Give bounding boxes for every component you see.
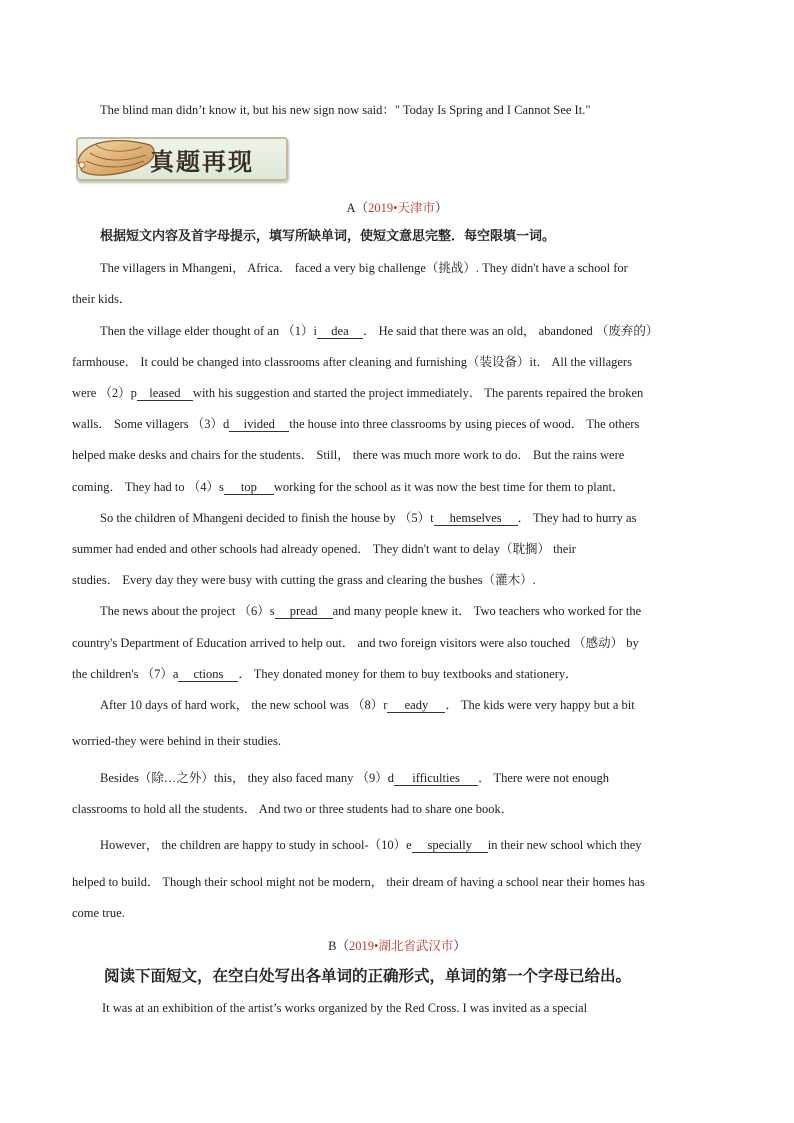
passage-line: farmhouse． It could be changed into classrooms after cleaning and furnishing（装设备）it． All the villagers xyxy=(72,355,632,369)
section-b-instruction: 阅读下面短文，在空白处写出各单词的正确形式，单词的第一个字母已给出。 xyxy=(104,967,632,985)
section-a-instruction: 根据短文内容及首字母提示，填写所缺单词，使短文意思完整．每空限填一词。 xyxy=(100,229,556,244)
passage-line: country's Department of Education arrived to help out． and two foreign visitors were also touched （感动） by xyxy=(72,636,639,650)
section-banner xyxy=(72,131,286,183)
answer-blank-6: pread xyxy=(275,604,333,619)
section-b-line: It was at an exhibition of the artist’s works organized by the Red Cross. I was invited as a special xyxy=(102,1001,588,1015)
answer-blank-9: ifficulties xyxy=(394,771,478,786)
answer-blank-10: specially xyxy=(412,838,488,853)
passage-line: Besides（除…之外）this， they also faced many （9）d ifficulties ． There were not enough xyxy=(100,771,610,785)
section-a-source: 2019•天津市 xyxy=(368,201,435,215)
passage-line: The villagers in Mhangeni， Africa． faced a very big challenge（挑战）. They didn't have a school for xyxy=(100,261,628,275)
passage-line: worried-they were behind in their studies. xyxy=(72,734,281,748)
passage-line: the children's （7）a ctions ． They donated money for them to buy textbooks and stationery． xyxy=(72,667,578,681)
passage-line: Then the village elder thought of an （1）i dea ． He said that there was an old， abandoned （废弃的） xyxy=(100,324,659,338)
answer-blank-1: dea xyxy=(317,324,363,339)
passage-line: helped to build． Though their school might not be modern， their dream of having a school near their homes has xyxy=(72,875,645,889)
passage-line: The news about the project （6）s pread and many people knew it． Two teachers who worked for the xyxy=(100,604,642,618)
passage-line: After 10 days of hard work， the new school was （8）r eady ． The kids were very happy but a bit xyxy=(100,698,635,712)
section-b-source: 2019•湖北省武汉市 xyxy=(348,939,454,953)
passage-line: classrooms to hold all the students． And two or three students had to share one book． xyxy=(72,802,514,816)
passage-line: helped make desks and chairs for the students． Still， there was much more work to do． But the rains were xyxy=(72,448,625,462)
answer-blank-4: top xyxy=(224,480,274,495)
passage-line: walls． Some villagers （3）d ivided the house into three classrooms by using pieces of wood． The others xyxy=(72,417,640,431)
passage-line: were （2）p leased with his suggestion and started the project immediately． The parents repaired the broken xyxy=(72,386,644,400)
passage-line: So the children of Mhangeni decided to finish the house by （5）t hemselves ． They had to hurry as xyxy=(100,511,637,525)
passage-line: However， the children are happy to study in school-（10）e specially in their new school which they xyxy=(100,838,642,852)
passage-line: come true. xyxy=(72,906,125,920)
passage-line: their kids． xyxy=(72,292,132,306)
answer-blank-5: hemselves xyxy=(434,511,518,526)
passage-line: studies． Every day they were busy with cutting the grass and clearing the bushes（灌木）. xyxy=(72,573,536,587)
banner-title: 真题再现 xyxy=(150,147,254,176)
section-a-header: A（2019•天津市） xyxy=(346,201,448,215)
answer-blank-7: ctions xyxy=(178,667,238,682)
answer-blank-2: leased xyxy=(137,386,193,401)
intro-line: The blind man didn’t know it, but his new sign now said：" Today Is Spring and I Cannot See It." xyxy=(100,103,591,117)
passage-line: coming． They had to （4）s top working for the school as it was now the best time for them to plant． xyxy=(72,480,625,494)
passage-line: summer had ended and other schools had already opened． They didn't want to delay（耽搁） their xyxy=(72,542,576,556)
seashell-icon xyxy=(72,131,162,183)
answer-blank-8: eady xyxy=(387,698,445,713)
answer-blank-3: ivided xyxy=(229,417,289,432)
section-b-header: B（2019•湖北省武汉市） xyxy=(328,939,466,953)
